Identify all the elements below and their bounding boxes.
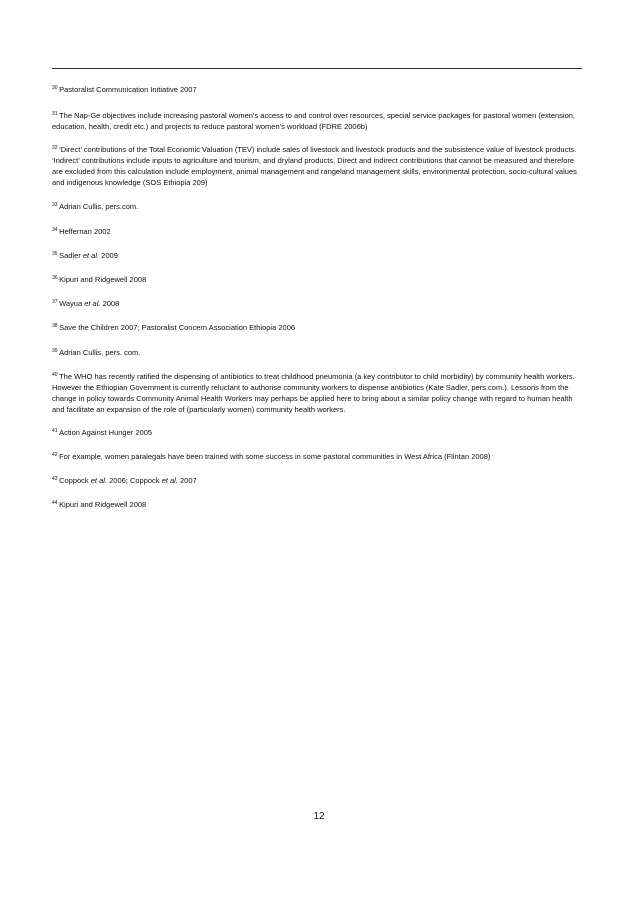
footnote-number: 42 <box>52 451 58 458</box>
footnote-text: For example, women paralegals have been trained with some success in some pastoral communities in West Africa (Flintan 2008) <box>59 451 491 461</box>
footnote-text: Adrian Cullis, pers.com. <box>59 202 139 212</box>
footnote-number: 35 <box>52 250 58 257</box>
footnote-text: Sadler <box>59 250 83 260</box>
footnote-text: Adrian Cullis, pers. com. <box>59 347 141 357</box>
footnote-text: Action Against Hunger 2005 <box>59 427 153 437</box>
footnote-text: Heffernan 2002 <box>59 226 111 236</box>
footnote-item <box>52 273 584 285</box>
footnote-text-italic: et al. <box>90 476 108 486</box>
footnote-text-italic: et al. <box>82 250 100 260</box>
footnote-text: Save the Children 2007; Pastoralist Concern Association Ethiopia 2006 <box>59 323 296 333</box>
footnote-number: 34 <box>52 226 58 233</box>
footnote-number: 30 <box>52 85 58 91</box>
footnote-text: Coppock <box>59 476 91 486</box>
footnote-item <box>52 498 584 510</box>
footnote-item <box>52 321 584 333</box>
footnote-item <box>52 225 584 237</box>
footnote-number: 32 <box>52 144 58 151</box>
footnote-item <box>52 200 584 212</box>
footnote-text: ‘Direct’ contributions of the Total Economic Valuation (TEV) include sales of livestock and livestock products and the subsistence value of livestock products. ‘Indirect’ contributions include inputs to agriculture and tourism, and dryland products. Direct and indirect contributions that cannot be measured and therefore are excluded from this calculation include employment, animal management and rangeland management skills, environmental protection, socio-cultural values and indigenous knowledge (SOS Ethiopia 209) <box>52 144 577 188</box>
footnote-text: The WHO has recently ratified the dispensing of antibiotics to treat childhood pneumonia (a key contributor to child morbidity) by community health workers. However the Ethiopian Government is currently reluctant to authorise community workers to dispense antibiotics (Kate Sadler, pers.com.). Lessons from the change in policy towards Community Animal Health Workers may perhaps be applied here to bring about a similar policy change with regard to human health and facilitate an expansion of the role of (particularly women) community health workers. <box>52 371 575 415</box>
footnote-item <box>52 370 584 416</box>
footnote-number: 41 <box>52 427 58 434</box>
footnote-text: Kipuri and Ridgewell 2008 <box>59 500 147 510</box>
footnote-number: 38 <box>52 323 58 330</box>
footnote-item <box>52 346 584 358</box>
page-number: 12 <box>313 811 325 822</box>
footnote-item <box>52 249 584 261</box>
footnote-separator-line <box>52 68 582 69</box>
footnotes-list <box>52 71 584 510</box>
footnote-text: Kipuri and Ridgewell 2008 <box>59 275 147 285</box>
footnote-number: 31 <box>52 111 58 118</box>
footnote-item <box>52 109 584 132</box>
footnote-number: 44 <box>52 500 58 507</box>
footnote-item <box>52 143 584 189</box>
footnote-item <box>52 83 584 95</box>
footnote-number: 36 <box>52 275 58 282</box>
footnote-text: 2006; Coppock <box>107 476 162 486</box>
footnote-text: Pastoralist Communication Initiative 2007 <box>59 85 197 94</box>
footnote-number: 39 <box>52 347 58 354</box>
footnote-text-italic: et al. <box>84 299 101 309</box>
footnote-text: 2008 <box>100 299 120 309</box>
footnote-number: 33 <box>52 202 58 209</box>
footnote-text: The Nap-Ge objectives include increasing pastoral women’s access to and control over resources, special service packages for pastoral women (extension, education, health, credit etc.) and projects to reduce pastoral women’s workload (FDRE 2006b) <box>52 111 576 132</box>
footnote-item <box>52 297 584 309</box>
footnote-text: Wayua <box>59 299 85 309</box>
footnote-item <box>52 426 584 438</box>
footnote-number: 43 <box>52 476 58 483</box>
footnote-text-italic: et al. <box>161 476 178 486</box>
footnote-item <box>52 474 584 486</box>
footnote-text: 2009 <box>99 250 118 260</box>
footnote-number: 40 <box>52 371 58 378</box>
footnote-item <box>52 450 584 462</box>
footnote-number: 37 <box>52 299 58 306</box>
footnote-text: 2007 <box>177 476 197 486</box>
